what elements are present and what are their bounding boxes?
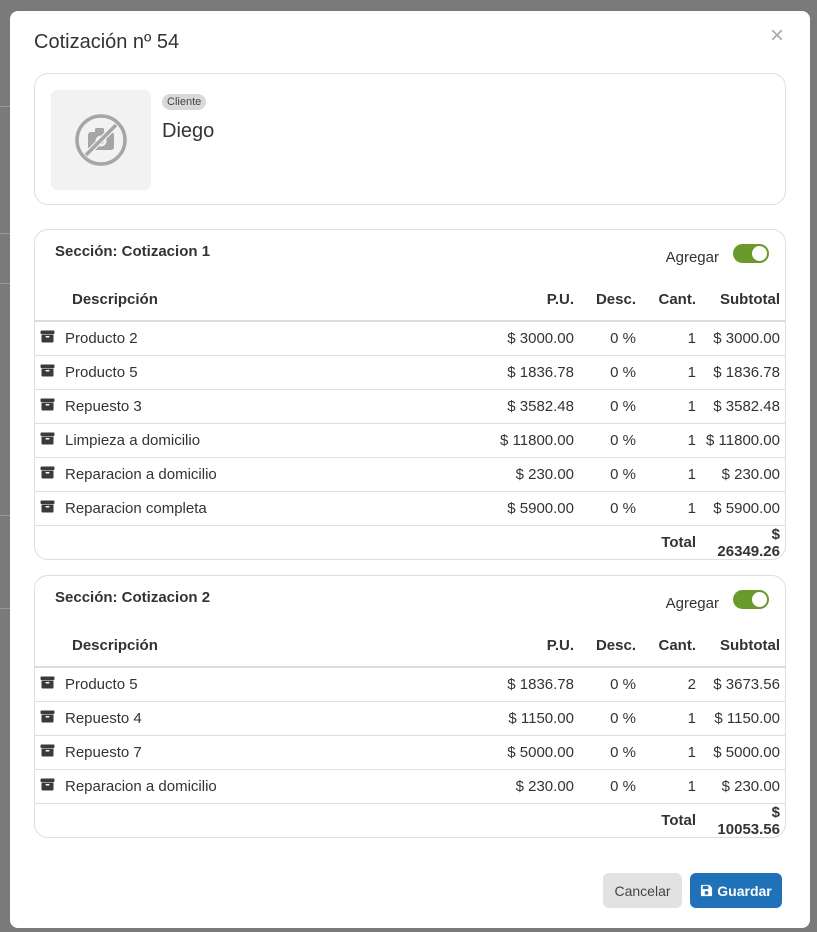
- column-header-desc: Desc.: [579, 625, 641, 667]
- cell-descripcion: Producto 5: [59, 355, 479, 389]
- table-header-row: [35, 279, 785, 321]
- column-header-descripcion: Descripción: [35, 279, 479, 321]
- background-divider: [0, 515, 10, 516]
- cell-cant: 1: [641, 769, 701, 803]
- table-row: [35, 667, 785, 701]
- box-icon: [40, 330, 55, 347]
- column-header-pu: P.U.: [479, 279, 579, 321]
- box-icon: [40, 432, 55, 449]
- cell-subtotal: $ 1836.78: [701, 355, 785, 389]
- cell-desc: 0 %: [579, 735, 641, 769]
- cell-subtotal: $ 1150.00: [701, 701, 785, 735]
- table-header-row: [35, 625, 785, 667]
- cell-pu: $ 1836.78: [479, 355, 579, 389]
- cell-pu: $ 5000.00: [479, 735, 579, 769]
- archive-row-button[interactable]: [35, 701, 59, 735]
- cell-pu: $ 1836.78: [479, 667, 579, 701]
- table-row: [35, 491, 785, 525]
- cell-cant: 1: [641, 389, 701, 423]
- table-row: [35, 701, 785, 735]
- add-toggle-group: [666, 241, 769, 266]
- column-header-pu: P.U.: [479, 625, 579, 667]
- cell-cant: 1: [641, 457, 701, 491]
- cell-subtotal: $ 5000.00: [701, 735, 785, 769]
- client-name: Diego: [162, 120, 215, 142]
- toggle-knob: [752, 592, 767, 607]
- table-row: [35, 457, 785, 491]
- client-photo-placeholder: [51, 90, 151, 190]
- cell-subtotal: $ 3673.56: [701, 667, 785, 701]
- archive-row-button[interactable]: [35, 423, 59, 457]
- cell-cant: 1: [641, 355, 701, 389]
- cell-descripcion: Reparacion completa: [59, 491, 479, 525]
- save-button[interactable]: [690, 873, 782, 908]
- total-value: $ 26349.26: [717, 525, 780, 560]
- cell-desc: 0 %: [579, 423, 641, 457]
- background-divider: [0, 608, 10, 609]
- box-icon: [40, 744, 55, 761]
- client-card: [34, 73, 786, 205]
- cell-descripcion: Repuesto 3: [59, 389, 479, 423]
- archive-row-button[interactable]: [35, 769, 59, 803]
- cell-subtotal: $ 230.00: [701, 457, 785, 491]
- archive-row-button[interactable]: [35, 735, 59, 769]
- archive-row-button[interactable]: [35, 355, 59, 389]
- save-label: Guardar: [717, 882, 772, 899]
- archive-row-button[interactable]: [35, 321, 59, 355]
- archive-row-button[interactable]: [35, 491, 59, 525]
- column-header-subtotal: Subtotal: [701, 279, 785, 321]
- cell-cant: 1: [641, 701, 701, 735]
- cell-desc: 0 %: [579, 667, 641, 701]
- floppy-disk-icon: [700, 884, 713, 897]
- cell-desc: 0 %: [579, 321, 641, 355]
- table-row: [35, 769, 785, 803]
- cancel-button[interactable]: Cancelar: [603, 873, 682, 908]
- cell-desc: 0 %: [579, 389, 641, 423]
- add-toggle[interactable]: [733, 590, 769, 609]
- cell-subtotal: $ 3582.48: [701, 389, 785, 423]
- table-row: [35, 355, 785, 389]
- archive-row-button[interactable]: [35, 389, 59, 423]
- cell-subtotal: $ 5900.00: [701, 491, 785, 525]
- cell-descripcion: Limpieza a domicilio: [59, 423, 479, 457]
- cell-pu: $ 11800.00: [479, 423, 579, 457]
- background-divider: [0, 283, 10, 284]
- total-row: [35, 525, 785, 560]
- items-table: [35, 625, 785, 838]
- total-row: [35, 803, 785, 838]
- box-icon: [40, 778, 55, 795]
- cell-desc: 0 %: [579, 491, 641, 525]
- toggle-label: Agregar: [665, 595, 719, 612]
- column-header-subtotal: Subtotal: [701, 625, 785, 667]
- column-header-cant: Cant.: [641, 625, 701, 667]
- cell-subtotal: $ 3000.00: [701, 321, 785, 355]
- column-header-cant: Cant.: [641, 279, 701, 321]
- cell-cant: 1: [641, 321, 701, 355]
- cell-pu: $ 230.00: [479, 769, 579, 803]
- cell-descripcion: Producto 5: [59, 667, 479, 701]
- client-badge: Cliente: [162, 94, 206, 110]
- cell-desc: 0 %: [579, 701, 641, 735]
- cell-pu: $ 3582.48: [479, 389, 579, 423]
- archive-row-button[interactable]: [35, 457, 59, 491]
- close-icon[interactable]: ×: [769, 22, 784, 49]
- background-divider: [0, 106, 10, 107]
- section-title: Sección: Cotizacion 1: [55, 243, 211, 260]
- modal-title: Cotización nº 54: [34, 31, 180, 53]
- quote-modal: [10, 11, 810, 928]
- table-row: [35, 735, 785, 769]
- cell-pu: $ 5900.00: [479, 491, 579, 525]
- add-toggle-group: [666, 587, 769, 612]
- background-divider: [0, 233, 10, 234]
- toggle-label: Agregar: [665, 249, 719, 266]
- section-title: Sección: Cotizacion 2: [55, 589, 211, 606]
- cell-desc: 0 %: [579, 769, 641, 803]
- box-icon: [40, 398, 55, 415]
- table-row: [35, 389, 785, 423]
- cell-descripcion: Repuesto 7: [59, 735, 479, 769]
- cell-subtotal: $ 11800.00: [701, 423, 785, 457]
- cell-cant: 1: [641, 491, 701, 525]
- cell-descripcion: Repuesto 4: [59, 701, 479, 735]
- box-icon: [40, 364, 55, 381]
- column-header-descripcion: Descripción: [35, 625, 479, 667]
- table-row: [35, 423, 785, 457]
- total-label: Total: [661, 534, 696, 551]
- items-table: [35, 279, 785, 560]
- cell-pu: $ 1150.00: [479, 701, 579, 735]
- box-icon: [40, 466, 55, 483]
- total-label: Total: [661, 812, 696, 829]
- cell-descripcion: Reparacion a domicilio: [59, 769, 479, 803]
- toggle-knob: [752, 246, 767, 261]
- box-icon: [40, 500, 55, 517]
- cell-pu: $ 3000.00: [479, 321, 579, 355]
- total-value: $ 10053.56: [717, 803, 780, 838]
- column-header-desc: Desc.: [579, 279, 641, 321]
- archive-row-button[interactable]: [35, 667, 59, 701]
- cell-cant: 1: [641, 423, 701, 457]
- add-toggle[interactable]: [733, 244, 769, 263]
- cell-descripcion: Reparacion a domicilio: [59, 457, 479, 491]
- box-icon: [40, 710, 55, 727]
- cell-pu: $ 230.00: [479, 457, 579, 491]
- table-row: [35, 321, 785, 355]
- cell-descripcion: Producto 2: [59, 321, 479, 355]
- cell-subtotal: $ 230.00: [701, 769, 785, 803]
- no-camera-icon: [73, 112, 129, 168]
- cell-desc: 0 %: [579, 355, 641, 389]
- cell-cant: 2: [641, 667, 701, 701]
- box-icon: [40, 676, 55, 693]
- cell-cant: 1: [641, 735, 701, 769]
- quote-section: [34, 575, 786, 838]
- quote-section: [34, 229, 786, 560]
- cell-desc: 0 %: [579, 457, 641, 491]
